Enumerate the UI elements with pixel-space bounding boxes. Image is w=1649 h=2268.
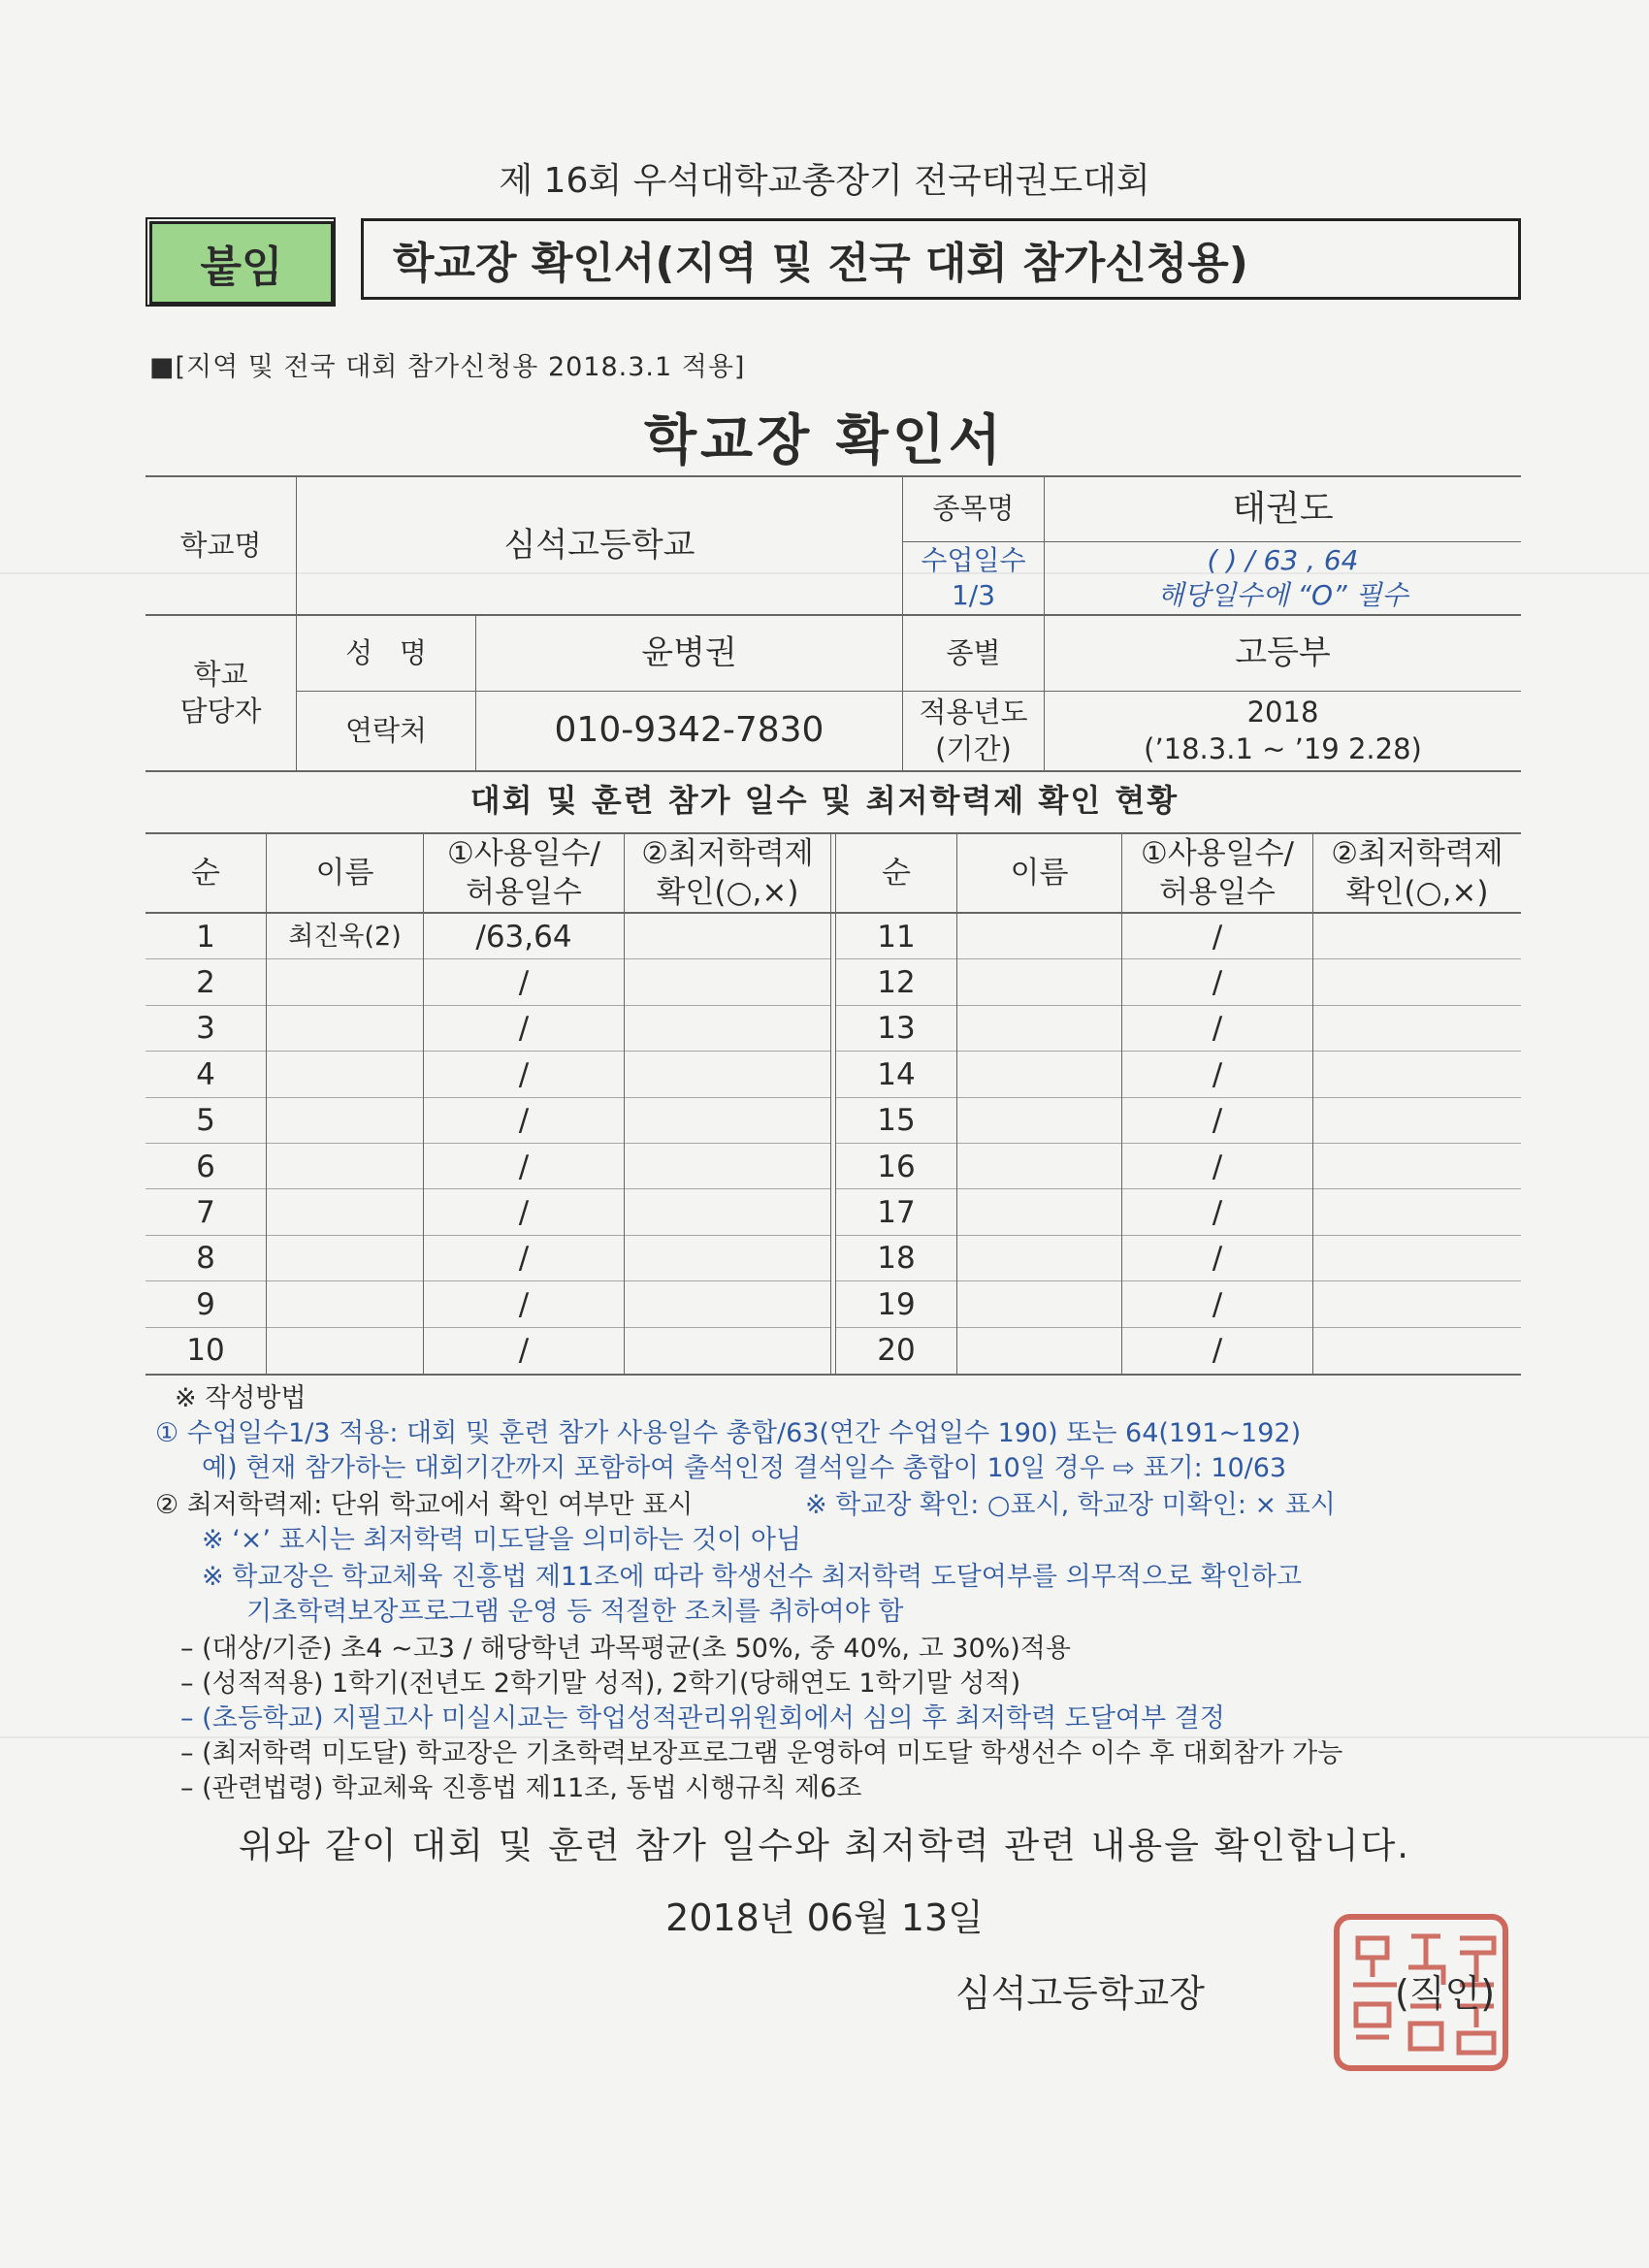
participant-check-cell xyxy=(1313,1098,1521,1144)
school-name-value: 심석고등학교 xyxy=(503,526,695,566)
participant-name-cell xyxy=(267,1328,423,1374)
class-days-value-line2: 해당일수에 “O” 필수 xyxy=(1157,579,1408,611)
note-1b: 예) 현재 참가하는 대회기간까지 포함하여 출석인정 결석일수 총합이 10일 경우 ⇨ 표기: 10/63 xyxy=(202,1453,1287,1483)
participant-name-cell xyxy=(267,1006,423,1052)
detail-1: – (대상/기준) 초4 ~고3 / 해당학년 과목평균(초 50%, 중 40%, 고 30%)적용 xyxy=(180,1634,1071,1664)
header-check-line1: ②최저학력제 xyxy=(641,835,814,871)
participant-check-cell xyxy=(1313,1052,1521,1097)
participant-name-cell xyxy=(957,1006,1121,1052)
participant-name-cell xyxy=(957,1236,1121,1281)
participant-name-cell xyxy=(957,1052,1121,1097)
participant-no-cell: 1 xyxy=(196,919,215,955)
header-days-right xyxy=(1122,834,1312,912)
year-label-line2: (기간) xyxy=(935,731,1012,765)
participant-name-cell xyxy=(957,1098,1121,1144)
header-days-right-line1: ①사용일수/ xyxy=(1140,835,1295,871)
section-title: 대회 및 훈련 참가 일수 및 최저학력제 확인 현황 xyxy=(469,782,1180,819)
year-label-line1: 적용년도 xyxy=(919,695,1028,729)
class-days-label-line2: 1/3 xyxy=(951,579,996,611)
participant-no-cell: 3 xyxy=(196,1011,215,1047)
manager-label xyxy=(146,616,296,770)
note-4b: 기초학력보장프로그램 운영 등 적절한 조치를 취하여야 함 xyxy=(246,1597,904,1627)
participant-no-cell: 13 xyxy=(877,1011,916,1047)
header-no-right: 순 xyxy=(882,855,911,891)
issue-date: 2018년 06월 13일 xyxy=(665,1896,984,1939)
participant-check-cell xyxy=(1313,1328,1521,1374)
header-check-line2: 확인(○,×) xyxy=(656,875,799,910)
participant-no-cell: 7 xyxy=(196,1194,215,1230)
name-label: 성 명 xyxy=(345,635,427,669)
participant-days-cell: / xyxy=(1212,1149,1223,1184)
division-label: 종별 xyxy=(946,635,1001,669)
note-1a: ① 수업일수1/3 적용: 대회 및 훈련 참가 사용일수 총합/63(연간 수업일수 190) 또는 64(191~192) xyxy=(155,1418,1302,1448)
participant-days-cell: / xyxy=(1212,1194,1223,1230)
header-days xyxy=(424,834,624,912)
detail-3: – (초등학교) 지필고사 미실시교는 학업성적관리위원회에서 심의 후 최저학력 도달여부 결정 xyxy=(180,1703,1225,1733)
school-name-label: 학교명 xyxy=(179,528,262,562)
detail-5: – (관련법령) 학교체육 진흥법 제11조, 동법 시행규칙 제6조 xyxy=(180,1773,862,1803)
class-days-label xyxy=(903,542,1044,614)
participant-name-cell xyxy=(957,1281,1121,1327)
participant-check-cell xyxy=(625,914,830,959)
year-value xyxy=(1045,692,1521,770)
document-title: 학교장 확인서(지역 및 전국 대회 참가신청용) xyxy=(361,218,1521,300)
header-days-line1: ①사용일수/ xyxy=(446,835,601,871)
year-value-line1: 2018 xyxy=(1246,695,1319,729)
event-value: 태권도 xyxy=(1232,488,1334,529)
participant-name-cell xyxy=(267,1098,423,1144)
participant-check-cell xyxy=(1313,1189,1521,1235)
participant-days-cell: / xyxy=(1212,964,1223,1000)
name-value: 윤병권 xyxy=(641,633,737,673)
manager-label-line1: 학교 xyxy=(193,657,248,691)
participant-days-cell: / xyxy=(518,964,530,1000)
header-name: 이름 xyxy=(315,855,374,891)
participant-days-cell: /63,64 xyxy=(475,919,572,955)
participant-name-cell xyxy=(267,1144,423,1189)
participant-days-cell: / xyxy=(1212,919,1223,955)
header-check-right-line1: ②최저학력제 xyxy=(1331,835,1504,871)
header-days-line2: 허용일수 xyxy=(466,875,582,910)
participant-no-cell: 11 xyxy=(877,919,916,955)
participant-check-cell xyxy=(625,959,830,1005)
participant-check-cell xyxy=(1313,1006,1521,1052)
participant-name-cell xyxy=(957,1189,1121,1235)
participant-days-cell: / xyxy=(1212,1333,1223,1369)
participant-name-cell xyxy=(957,914,1121,959)
principal-title: 심석고등학교장 xyxy=(955,1972,1205,2015)
participant-check-cell xyxy=(1313,1144,1521,1189)
participant-no-cell: 8 xyxy=(196,1241,215,1277)
contact-value: 010-9342-7830 xyxy=(554,710,824,751)
detail-4: – (최저학력 미도달) 학교장은 기초학력보장프로그램 운영하여 미도달 학생선수 이수 후 대회참가 가능 xyxy=(180,1738,1343,1768)
class-days-value-line1: ( ) / 63 , 64 xyxy=(1207,543,1359,576)
class-days-value xyxy=(1045,542,1521,614)
participant-name-cell xyxy=(267,1281,423,1327)
header-check xyxy=(625,834,830,912)
participant-days-cell: / xyxy=(1212,1011,1223,1047)
note-2a: ② 최저학력제: 단위 학교에서 확인 여부만 표시 xyxy=(155,1490,694,1520)
note-3: ※ ‘×’ 표시는 최저학력 미도달을 의미하는 것이 아님 xyxy=(202,1525,802,1555)
participant-check-cell xyxy=(625,1052,830,1097)
participant-days-cell: / xyxy=(518,1286,530,1322)
participant-no-cell: 17 xyxy=(877,1194,916,1230)
attachment-badge: 붙임 xyxy=(149,221,334,305)
header-name-right: 이름 xyxy=(1010,855,1069,891)
class-days-label-line1: 수업일수 xyxy=(921,543,1026,576)
detail-2: – (성적적용) 1학기(전년도 2학기말 성적), 2학기(당해연도 1학기말 성적) xyxy=(180,1669,1021,1699)
participant-days-cell: / xyxy=(518,1333,530,1369)
participant-no-cell: 2 xyxy=(196,964,215,1000)
seal-label: (직인) xyxy=(1395,1972,1496,2015)
contact-label: 연락처 xyxy=(344,713,428,747)
participant-no-cell: 6 xyxy=(196,1149,215,1184)
participant-no-cell: 15 xyxy=(877,1103,916,1139)
participant-no-cell: 10 xyxy=(186,1333,225,1369)
participant-days-cell: / xyxy=(518,1241,530,1277)
participant-no-cell: 12 xyxy=(877,964,916,1000)
participant-check-cell xyxy=(625,1328,830,1374)
header-days-right-line2: 허용일수 xyxy=(1159,875,1276,910)
participant-check-cell xyxy=(1313,914,1521,959)
participant-no-cell: 14 xyxy=(877,1056,916,1092)
participant-name-cell xyxy=(267,1052,423,1097)
participant-name-cell xyxy=(957,959,1121,1005)
participant-days-cell: / xyxy=(518,1194,530,1230)
participant-days-cell: / xyxy=(518,1056,530,1092)
participant-check-cell xyxy=(1313,1236,1521,1281)
participant-days-cell: / xyxy=(1212,1103,1223,1139)
participant-name-cell xyxy=(267,959,423,1005)
participant-name-cell xyxy=(267,1189,423,1235)
participant-no-cell: 20 xyxy=(877,1333,916,1369)
participant-days-cell: / xyxy=(518,1149,530,1184)
participant-no-cell: 9 xyxy=(196,1286,215,1322)
event-label: 종목명 xyxy=(932,492,1015,526)
participant-days-cell: / xyxy=(518,1011,530,1047)
participant-check-cell xyxy=(625,1144,830,1189)
manager-label-line2: 담당자 xyxy=(179,694,262,728)
confirmation-statement: 위와 같이 대회 및 훈련 참가 일수와 최저학력 관련 내용을 확인합니다. xyxy=(238,1825,1411,1866)
participant-days-cell: / xyxy=(1212,1056,1223,1092)
header-check-right-line2: 확인(○,×) xyxy=(1345,875,1489,910)
participant-check-cell xyxy=(625,1236,830,1281)
year-value-line2: (’18.3.1 ~ ’19 2.28) xyxy=(1144,731,1422,765)
participant-no-cell: 5 xyxy=(196,1103,215,1139)
participant-check-cell xyxy=(625,1098,830,1144)
main-title: 학교장 확인서 xyxy=(643,409,1006,472)
participant-days-cell: / xyxy=(518,1103,530,1139)
header-check-right xyxy=(1313,834,1521,912)
header-no: 순 xyxy=(191,855,220,891)
participant-check-cell xyxy=(625,1006,830,1052)
instructions-title: ※ 작성방법 xyxy=(175,1383,307,1413)
year-label xyxy=(903,692,1044,770)
note-4a: ※ 학교장은 학교체육 진흥법 제11조에 따라 학생선수 최저학력 도달여부를 의무적으로 확인하고 xyxy=(202,1562,1302,1592)
note-2b: ※ 학교장 확인: ○표시, 학교장 미확인: × 표시 xyxy=(805,1490,1336,1520)
participant-check-cell xyxy=(625,1281,830,1327)
participant-check-cell xyxy=(1313,959,1521,1005)
participant-name-cell xyxy=(267,1236,423,1281)
participant-no-cell: 19 xyxy=(877,1286,916,1322)
application-note: ■[지역 및 전국 대회 참가신청용 2018.3.1 적용] xyxy=(149,352,746,382)
participant-check-cell xyxy=(625,1189,830,1235)
participant-name-cell: 최진욱(2) xyxy=(288,922,402,953)
participant-name-cell xyxy=(957,1328,1121,1374)
participant-name-cell xyxy=(957,1144,1121,1189)
participant-days-cell: / xyxy=(1212,1241,1223,1277)
participant-no-cell: 16 xyxy=(877,1149,916,1184)
participant-no-cell: 4 xyxy=(196,1056,215,1092)
participant-check-cell xyxy=(1313,1281,1521,1327)
participant-days-cell: / xyxy=(1212,1286,1223,1322)
event-title: 제 16회 우석대학교총장기 전국태권도대회 xyxy=(499,161,1150,201)
division-value: 고등부 xyxy=(1235,633,1331,673)
participant-no-cell: 18 xyxy=(877,1241,916,1277)
